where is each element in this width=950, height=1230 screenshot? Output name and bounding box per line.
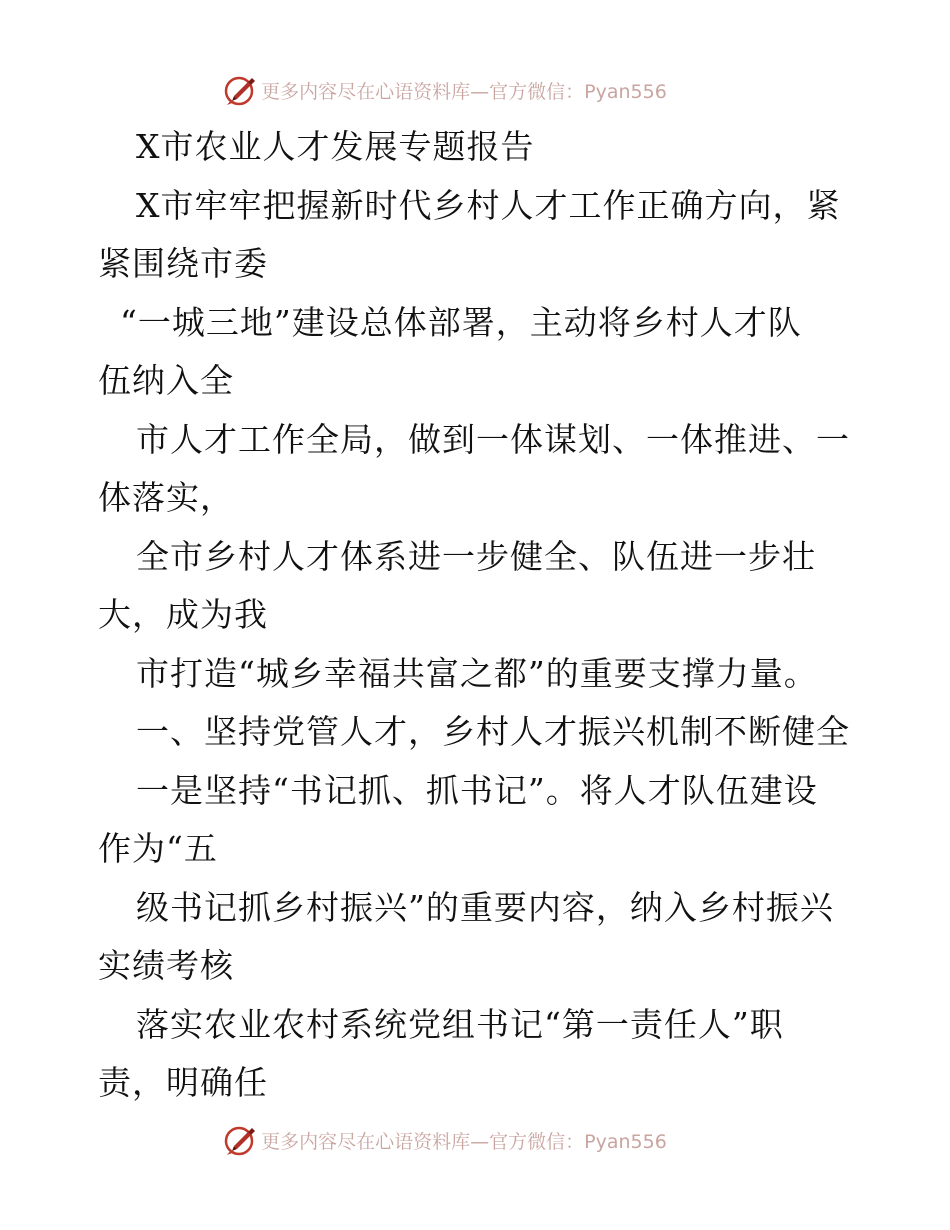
doc-line-15: 落实农业农村系统党组书记“第一责任人”职 — [136, 1004, 784, 1044]
chat-pen-logo-icon — [223, 73, 257, 107]
header-watermark — [0, 70, 950, 110]
watermark-text: 更多内容尽在心语资料库—官方微信：Pyan556 — [261, 80, 667, 103]
doc-line-1: X市牢牢把握新时代乡村人才工作正确方向，紧 — [136, 185, 841, 225]
doc-line-6: 体落实， — [98, 478, 234, 517]
chat-pen-logo-icon — [223, 1123, 257, 1157]
doc-line-8: 大，成为我 — [98, 595, 268, 634]
doc-line-2: 紧围绕市委 — [98, 244, 268, 283]
doc-line-14: 实绩考核 — [98, 946, 234, 985]
watermark-text: 更多内容尽在心语资料库—官方微信：Pyan556 — [261, 1130, 667, 1153]
doc-line-3: “一城三地”建设总体部署，主动将乡村人才队 — [120, 302, 802, 342]
doc-line-12: 作为“五 — [98, 829, 218, 868]
doc-line-13: 级书记抓乡村振兴”的重要内容，纳入乡村振兴 — [136, 887, 834, 927]
doc-line-5: 市人才工作全局，做到一体谋划、一体推进、一 — [136, 419, 850, 459]
doc-line-16: 责，明确任 — [98, 1063, 268, 1102]
doc-line-9: 市打造“城乡幸福共富之都”的重要支撑力量。 — [136, 653, 818, 693]
doc-line-11: 一是坚持“书记抓、抓书记”。将人才队伍建设 — [136, 770, 818, 810]
document-body — [98, 118, 858, 1113]
doc-title: X市农业人才发展专题报告 — [136, 127, 535, 166]
footer-watermark — [0, 1120, 950, 1160]
doc-line-7: 全市乡村人才体系进一步健全、队伍进一步壮 — [136, 536, 816, 576]
doc-line-4: 伍纳入全 — [98, 361, 234, 400]
section-heading-1: 一、坚持党管人才，乡村人才振兴机制不断健全 — [136, 712, 850, 751]
